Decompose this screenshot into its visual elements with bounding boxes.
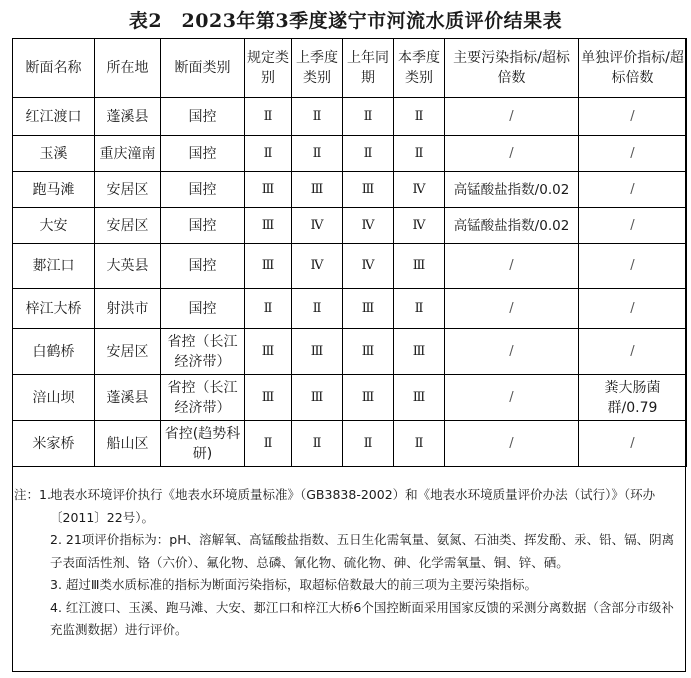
cell-required: Ⅲ bbox=[245, 329, 292, 375]
cell-separate: / bbox=[579, 289, 687, 329]
cell-separate: / bbox=[579, 421, 687, 467]
cell-required: Ⅱ bbox=[245, 98, 292, 136]
cell-this-quarter: Ⅳ bbox=[394, 208, 445, 244]
cell-location: 安居区 bbox=[95, 208, 161, 244]
cell-name: 玉溪 bbox=[13, 136, 95, 172]
cell-last-year: Ⅱ bbox=[343, 421, 394, 467]
note-4: 4. 红江渡口、玉溪、跑马滩、大安、郪江口和梓江大桥6个国控断面采用国家反馈的采测分离数据（含部分市级补充监测数据）进行评价。 bbox=[50, 599, 674, 637]
cell-type: 省控(趋势科研) bbox=[161, 421, 245, 467]
water-quality-table bbox=[12, 38, 687, 467]
cell-type: 国控 bbox=[161, 172, 245, 208]
cell-location: 射洪市 bbox=[95, 289, 161, 329]
header-cell: 本季度类别 bbox=[394, 39, 445, 98]
header-cell: 规定类别 bbox=[245, 39, 292, 98]
cell-location: 重庆潼南 bbox=[95, 136, 161, 172]
header-cell: 所在地 bbox=[95, 39, 161, 98]
header-cell: 断面名称 bbox=[13, 39, 95, 98]
cell-pollutants: / bbox=[445, 136, 579, 172]
cell-name: 涪山坝 bbox=[13, 375, 95, 421]
header-row bbox=[13, 39, 687, 98]
note-1-text: 地表水环境评价执行《地表水环境质量标准》（GB3838-2002）和《地表水环境质量评价办法（试行）》（环办〔2011〕22号）。 bbox=[50, 487, 656, 525]
cell-last-year: Ⅳ bbox=[343, 208, 394, 244]
cell-separate: 粪大肠菌群/0.79 bbox=[579, 375, 687, 421]
cell-type: 省控（长江经济带） bbox=[161, 329, 245, 375]
cell-last-year: Ⅲ bbox=[343, 375, 394, 421]
note-2: 2. 21项评价指标为：pH、溶解氧、高锰酸盐指数、五日生化需氧量、氨氮、石油类、挥发酚、汞、铅、镉、阴离子表面活性剂、铬（六价）、氟化物、总磷、氰化物、硫化物、砷、化学需氧量、铜、锌、硒。 bbox=[50, 532, 675, 570]
cell-last-quarter: Ⅲ bbox=[292, 329, 343, 375]
header-cell: 主要污染指标/超标倍数 bbox=[445, 39, 579, 98]
cell-name: 红江渡口 bbox=[13, 98, 95, 136]
cell-this-quarter: Ⅱ bbox=[394, 421, 445, 467]
cell-separate: / bbox=[579, 172, 687, 208]
cell-last-year: Ⅲ bbox=[343, 172, 394, 208]
cell-this-quarter: Ⅱ bbox=[394, 136, 445, 172]
cell-name: 大安 bbox=[13, 208, 95, 244]
cell-this-quarter: Ⅱ bbox=[394, 98, 445, 136]
cell-pollutants: / bbox=[445, 289, 579, 329]
header-cell: 上年同期 bbox=[343, 39, 394, 98]
notes-section bbox=[14, 484, 682, 642]
cell-location: 安居区 bbox=[95, 329, 161, 375]
table-row bbox=[13, 244, 687, 289]
cell-type: 国控 bbox=[161, 289, 245, 329]
cell-this-quarter: Ⅲ bbox=[394, 329, 445, 375]
cell-last-quarter: Ⅱ bbox=[292, 98, 343, 136]
table-row bbox=[13, 329, 687, 375]
cell-name: 跑马滩 bbox=[13, 172, 95, 208]
cell-this-quarter: Ⅳ bbox=[394, 172, 445, 208]
cell-type: 省控（长江经济带） bbox=[161, 375, 245, 421]
cell-separate: / bbox=[579, 329, 687, 375]
cell-pollutants: / bbox=[445, 244, 579, 289]
cell-separate: / bbox=[579, 208, 687, 244]
cell-location: 蓬溪县 bbox=[95, 98, 161, 136]
table-row bbox=[13, 208, 687, 244]
cell-last-quarter: Ⅱ bbox=[292, 421, 343, 467]
cell-last-quarter: Ⅲ bbox=[292, 375, 343, 421]
table-row bbox=[13, 375, 687, 421]
cell-name: 白鹤桥 bbox=[13, 329, 95, 375]
cell-pollutants: 高锰酸盐指数/0.02 bbox=[445, 208, 579, 244]
cell-last-quarter: Ⅳ bbox=[292, 244, 343, 289]
table-row bbox=[13, 136, 687, 172]
cell-last-year: Ⅱ bbox=[343, 136, 394, 172]
cell-last-quarter: Ⅲ bbox=[292, 172, 343, 208]
cell-name: 梓江大桥 bbox=[13, 289, 95, 329]
note-3: 3. 超过Ⅲ类水质标准的指标为断面污染指标，取超标倍数最大的前三项为主要污染指标。 bbox=[50, 577, 538, 592]
cell-last-quarter: Ⅱ bbox=[292, 289, 343, 329]
cell-pollutants: / bbox=[445, 421, 579, 467]
cell-required: Ⅲ bbox=[245, 172, 292, 208]
cell-pollutants: / bbox=[445, 375, 579, 421]
cell-type: 国控 bbox=[161, 208, 245, 244]
cell-last-year: Ⅳ bbox=[343, 244, 394, 289]
cell-pollutants: 高锰酸盐指数/0.02 bbox=[445, 172, 579, 208]
cell-required: Ⅲ bbox=[245, 244, 292, 289]
cell-required: Ⅱ bbox=[245, 289, 292, 329]
cell-type: 国控 bbox=[161, 244, 245, 289]
cell-separate: / bbox=[579, 136, 687, 172]
cell-type: 国控 bbox=[161, 136, 245, 172]
cell-last-year: Ⅲ bbox=[343, 329, 394, 375]
cell-location: 安居区 bbox=[95, 172, 161, 208]
note-1 bbox=[14, 484, 682, 529]
cell-separate: / bbox=[579, 244, 687, 289]
cell-type: 国控 bbox=[161, 98, 245, 136]
cell-name: 米家桥 bbox=[13, 421, 95, 467]
table-row bbox=[13, 172, 687, 208]
cell-required: Ⅲ bbox=[245, 375, 292, 421]
cell-location: 船山区 bbox=[95, 421, 161, 467]
header-cell: 断面类别 bbox=[161, 39, 245, 98]
table-row bbox=[13, 421, 687, 467]
header-cell: 单独评价指标/超标倍数 bbox=[579, 39, 687, 98]
cell-name: 郪江口 bbox=[13, 244, 95, 289]
cell-pollutants: / bbox=[445, 98, 579, 136]
cell-required: Ⅲ bbox=[245, 208, 292, 244]
header-cell: 上季度类别 bbox=[292, 39, 343, 98]
cell-required: Ⅱ bbox=[245, 421, 292, 467]
cell-last-quarter: Ⅱ bbox=[292, 136, 343, 172]
cell-location: 大英县 bbox=[95, 244, 161, 289]
cell-this-quarter: Ⅲ bbox=[394, 375, 445, 421]
cell-required: Ⅱ bbox=[245, 136, 292, 172]
cell-last-quarter: Ⅳ bbox=[292, 208, 343, 244]
cell-pollutants: / bbox=[445, 329, 579, 375]
cell-location: 蓬溪县 bbox=[95, 375, 161, 421]
note-lead: 注：1. bbox=[14, 487, 51, 502]
table-row bbox=[13, 98, 687, 136]
cell-separate: / bbox=[579, 98, 687, 136]
table-title: 表2 2023年第3季度遂宁市河流水质评价结果表 bbox=[128, 10, 563, 32]
table-row bbox=[13, 289, 687, 329]
cell-this-quarter: Ⅲ bbox=[394, 244, 445, 289]
cell-this-quarter: Ⅱ bbox=[394, 289, 445, 329]
cell-last-year: Ⅲ bbox=[343, 289, 394, 329]
cell-last-year: Ⅱ bbox=[343, 98, 394, 136]
